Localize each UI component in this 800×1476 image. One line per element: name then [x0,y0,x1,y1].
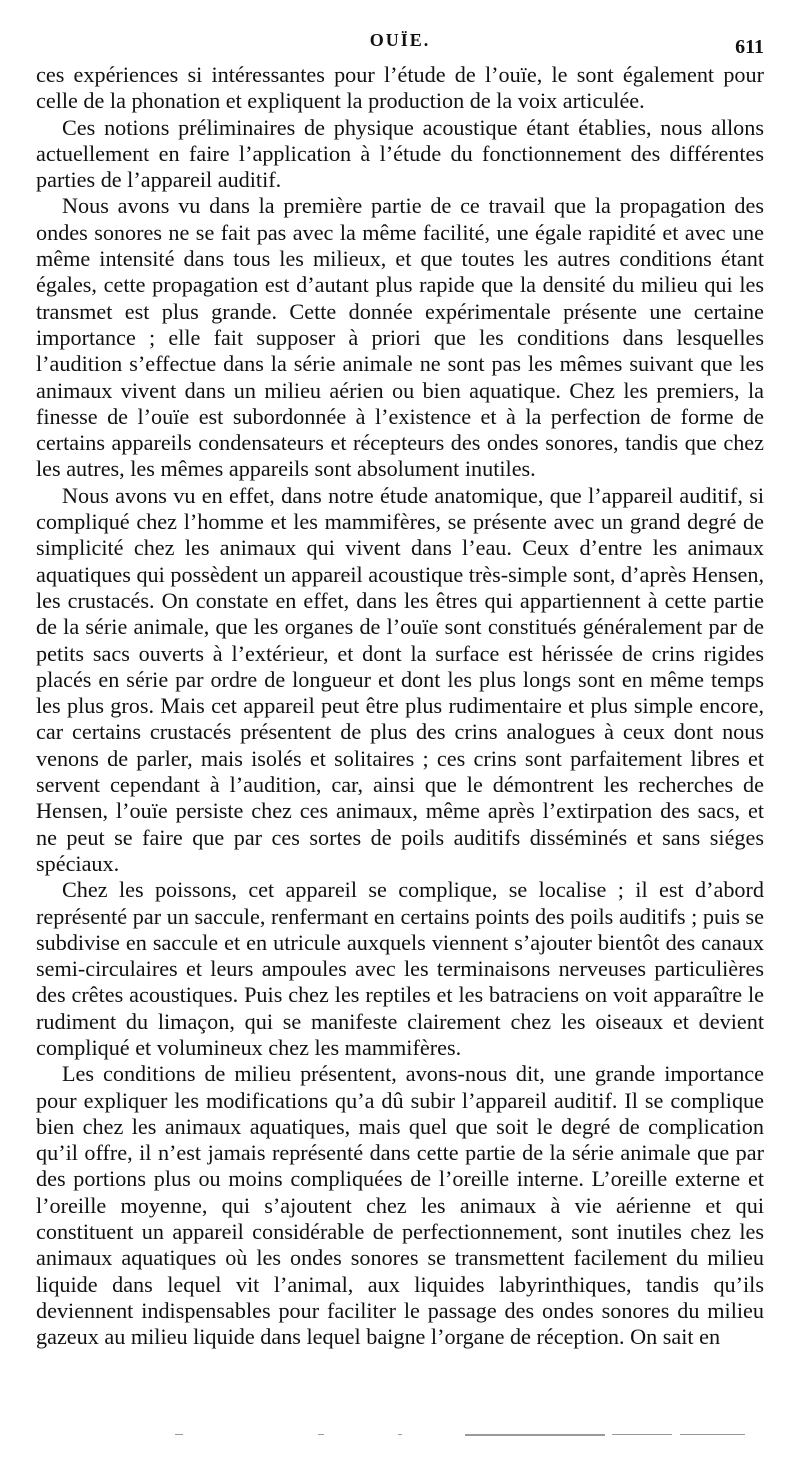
paragraph: Nous avons vu en effet, dans notre étude anatomique, que l’appareil auditif, si compliqué chez l’homme et les mammifères, se présente avec un grand degré de simplicité chez les animaux qui vivent dans l’eau. Ceux d’entre les animaux aquatiques qui possèdent un appareil acoustique très-simple sont, d’après Hensen, les crustacés. On constate en effet, dans les êtres qui appartiennent à cette partie de la série animale, que les organes de l’ouïe sont constitués généralement par de petits sacs ouverts à l’extérieur, et dont la surface est hérissée de crins rigides placés en série par ordre de longueur et dont les plus longs sont en même temps les plus gros. Mais cet appareil peut être plus rudimentaire et plus simple encore, car certains crustacés présentent de plus des crins analogues à ceux dont nous venons de parler, mais isolés et solitaires ; ces crins sont parfaitement libres et servent cependant à l’audition, car, ainsi que le démontrent les recherches de Hensen, l’ouïe persiste chez ces animaux, même après l’extirpation des sacs, et ne peut se faire que par ces sortes de poils auditifs disséminés et sans siéges spéciaux. [36,482,764,876]
paragraph: Nous avons vu dans la première partie de ce travail que la propagation des ondes sonores ne se fait pas avec la même facilité, une égale rapidité et avec une même intensité dans tous les milieux, et que toutes les autres conditions étant égales, cette propagation est d’autant plus rapide que la densité du milieu qui les transmet est plus grande. Cette donnée expérimentale présente une certaine importance ; elle fait supposer à priori que les conditions dans lesquelles l’audition s’effectue dans la série animale ne sont pas les mêmes suivant que les animaux vivent dans un milieu aérien ou bien aquatique. Chez les premiers, la finesse de l’ouïe est subordonnée à l’existence et à la perfection de forme de certains appareils condensateurs et récepteurs des ondes sonores, tandis que chez les autres, les mêmes appareils sont absolument inutiles. [36,193,764,482]
paragraph: Ces notions préliminaires de physique acoustique étant établies, nous allons actuellement en faire l’application à l’étude du fonctionnement des différentes parties de l’appareil auditif. [36,114,764,193]
paragraph: Chez les poissons, cet appareil se complique, se localise ; il est d’abord représenté par un saccule, renfermant en certains points des poils auditifs ; puis se subdivise en saccule et en utricule auxquels viennent s’ajouter bientôt des canaux semi-circulaires et leurs ampoules avec les terminaisons nerveuses particulières des crêtes acoustiques. Puis chez les reptiles et les batraciens on voit apparaître le rudiment du limaçon, qui se manifeste clairement chez les oiseaux et devient compliqué et volumineux chez les mammifères. [36,877,764,1060]
paragraph: Les conditions de milieu présentent, avons-nous dit, une grande importance pour expliquer les modifications qu’a dû subir l’appareil auditif. Il se complique bien chez les animaux aquatiques, mais quel que soit le degré de complication qu’il offre, il n’est jamais représenté dans cette partie de la série animale que par des portions plus ou moins compliquées de l’oreille interne. L’oreille externe et l’oreille moyenne, qui s’ajoutent chez les animaux à vie aérienne et qui constituent un appareil considérable de perfectionnement, sont inutiles chez les animaux aquatiques où les ondes sonores se transmettent facilement du milieu liquide dans lequel vit l’animal, aux liquides labyrinthiques, tandis qu’ils deviennent indispensables pour faciliter le passage des ondes sonores du milieu gazeux au milieu liquide dans lequel baigne l’organe de réception. On sait en [36,1061,764,1350]
body-text [36,62,764,1351]
running-title: OUÏE. [369,30,431,50]
paragraph: ces expériences si intéressantes pour l’étude de l’ouïe, le sont également pour celle de la phonation et expliquent la production de la voix articulée. [36,62,764,114]
page-number: 611 [735,36,764,58]
scan-artifact-marks [0,1434,800,1442]
page-header [36,30,764,60]
